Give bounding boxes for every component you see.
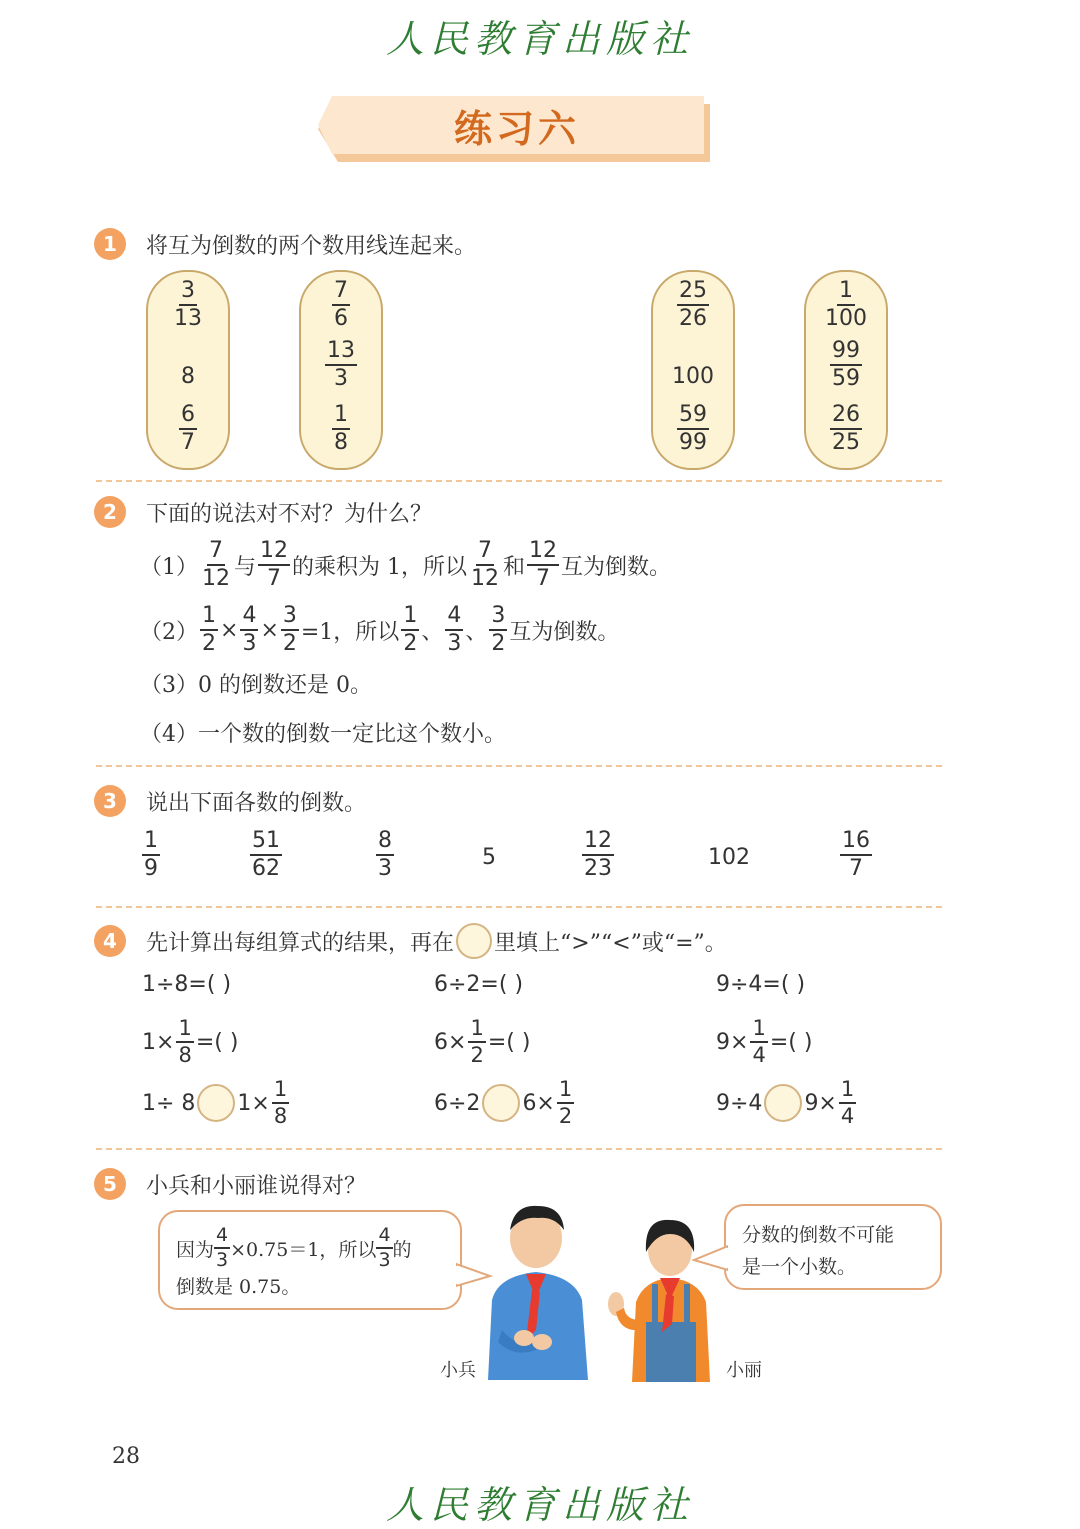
girl-illustration xyxy=(606,1212,726,1382)
denominator: 2 xyxy=(470,1043,484,1067)
statement-1 xyxy=(140,538,671,592)
boy-name: 小兵 xyxy=(440,1360,476,1381)
fraction xyxy=(325,340,357,390)
denominator: 59 xyxy=(832,366,860,391)
bubble-line-1 xyxy=(176,1226,412,1270)
group-item[interactable] xyxy=(148,404,228,454)
reciprocal-item xyxy=(708,845,750,870)
comparison-row xyxy=(142,1076,291,1130)
fraction: $\frac{3}{2}$ xyxy=(491,603,506,656)
statement-label: （1） xyxy=(140,554,198,580)
number-value: 102 xyxy=(708,845,750,870)
denominator: 2 xyxy=(558,1104,573,1128)
numerator: 8 xyxy=(376,830,394,856)
text: 先计算出每组算式的结果，再在 xyxy=(146,930,455,956)
denominator: 4 xyxy=(752,1043,766,1067)
numerator: 25 xyxy=(677,280,709,306)
group-item[interactable] xyxy=(653,364,733,389)
fraction: $\frac{1}{2}$ xyxy=(403,603,418,656)
denominator: 3 xyxy=(334,366,348,391)
title-banner xyxy=(318,96,716,162)
fraction xyxy=(272,1079,289,1127)
numerator: 51 xyxy=(250,830,282,856)
text: 的 xyxy=(392,1238,412,1261)
question-number-4: 4 xyxy=(94,925,126,957)
divider xyxy=(96,480,942,482)
comparison-row xyxy=(716,1076,858,1130)
expression-division: 6÷2=( ) xyxy=(434,972,524,997)
denominator: 4 xyxy=(840,1104,855,1128)
fraction: $\frac{7}{12}$ xyxy=(202,538,230,591)
fraction: $\frac{4}{3}$ xyxy=(242,603,257,656)
fraction xyxy=(172,280,204,330)
text: 里填上“>”“<”或“=”。 xyxy=(494,930,727,956)
denominator: 62 xyxy=(252,856,280,881)
text: 9× xyxy=(716,1029,749,1055)
expression-multiplication xyxy=(716,1016,812,1068)
group-item[interactable] xyxy=(806,340,886,390)
fraction: $\frac{12}{7}$ xyxy=(529,538,558,591)
fraction xyxy=(839,1079,856,1127)
number-group-3 xyxy=(651,270,735,470)
text: 6× xyxy=(522,1090,555,1116)
fraction: $\frac{4}{3}$ xyxy=(447,603,462,656)
compare-circle-input[interactable] xyxy=(197,1084,235,1122)
answer-blank[interactable]: =( ) xyxy=(769,1029,813,1055)
fraction xyxy=(830,404,862,454)
number-value: 8 xyxy=(181,364,195,389)
answer-blank[interactable]: =( ) xyxy=(195,1029,239,1055)
denominator: 3 xyxy=(378,856,392,881)
question-number-5: 5 xyxy=(94,1168,126,1200)
compare-circle-input[interactable] xyxy=(764,1084,802,1122)
expression-division: 9÷4=( ) xyxy=(716,972,806,997)
speech-bubble-left xyxy=(158,1210,462,1310)
reciprocal-item xyxy=(250,830,282,880)
number-value: 5 xyxy=(482,845,496,870)
text: 互为倒数。 xyxy=(561,554,672,580)
numerator: 26 xyxy=(830,404,862,430)
text: 9÷4 xyxy=(716,1090,763,1116)
page-number: 28 xyxy=(112,1444,140,1469)
numerator: 1 xyxy=(557,1079,574,1104)
separator: 、 xyxy=(421,619,444,645)
question-number-3: 3 xyxy=(94,785,126,817)
text: 因为 xyxy=(176,1238,215,1261)
numerator: 16 xyxy=(840,830,872,856)
fraction xyxy=(750,1018,767,1066)
numerator: 1 xyxy=(468,1018,485,1043)
expression-multiplication xyxy=(142,1016,238,1068)
number-group-2 xyxy=(299,270,383,470)
fraction xyxy=(176,1018,193,1066)
numerator: 1 xyxy=(839,1079,856,1104)
denominator: 25 xyxy=(832,430,860,455)
text: =1，所以 xyxy=(300,619,400,645)
denominator: 26 xyxy=(679,306,707,331)
bubble-line-2: 倒数是 0.75。 xyxy=(176,1276,301,1298)
denominator: 8 xyxy=(178,1043,192,1067)
separator: 、 xyxy=(465,619,488,645)
fraction xyxy=(179,404,197,454)
numerator: 1 xyxy=(332,404,350,430)
answer-blank[interactable]: =( ) xyxy=(487,1029,531,1055)
divider xyxy=(96,906,942,908)
question-number-1: 1 xyxy=(94,228,126,260)
fraction: $\frac{4}{3}$ xyxy=(378,1224,391,1271)
times-sign: × xyxy=(260,617,279,643)
numerator: 99 xyxy=(830,340,862,366)
text: 1÷ 8 xyxy=(142,1090,196,1116)
fraction xyxy=(677,404,709,454)
numerator: 1 xyxy=(176,1018,193,1043)
group-item[interactable] xyxy=(806,404,886,454)
text: 6× xyxy=(434,1029,467,1055)
fraction: $\frac{7}{12}$ xyxy=(471,538,500,591)
denominator: 99 xyxy=(679,430,707,455)
fraction xyxy=(582,830,614,880)
numerator: 1 xyxy=(837,280,855,306)
fraction xyxy=(332,280,350,330)
question-1-text: 将互为倒数的两个数用线连起来。 xyxy=(146,234,477,259)
group-item[interactable] xyxy=(653,404,733,454)
question-number-2: 2 xyxy=(94,496,126,528)
text: 6÷2 xyxy=(434,1090,481,1116)
fraction xyxy=(468,1018,485,1066)
fraction xyxy=(840,830,872,880)
reciprocal-item xyxy=(142,830,160,880)
text: 9× xyxy=(804,1090,837,1116)
fraction xyxy=(250,830,282,880)
page-title: 练习六 xyxy=(453,106,580,151)
fraction xyxy=(142,830,160,880)
reciprocal-item xyxy=(582,830,614,880)
reciprocal-item xyxy=(482,845,496,870)
text: 互为倒数。 xyxy=(509,619,620,645)
question-3-text: 说出下面各数的倒数。 xyxy=(146,791,367,816)
publisher-header: 人民教育出版社 xyxy=(385,17,694,61)
fraction xyxy=(332,404,350,454)
speech-bubble-right xyxy=(724,1204,942,1290)
compare-circle-icon xyxy=(456,923,492,959)
text: ×0.75＝1，所以 xyxy=(230,1238,377,1261)
statement-2 xyxy=(140,603,619,657)
numerator: 3 xyxy=(179,280,197,306)
statement-label: （2） xyxy=(140,619,198,645)
question-4-text xyxy=(146,924,727,958)
reciprocal-item xyxy=(840,830,872,880)
text: 1× xyxy=(142,1029,175,1055)
fraction xyxy=(830,340,862,390)
fraction xyxy=(823,280,869,330)
girl-name: 小丽 xyxy=(726,1360,762,1381)
publisher-footer: 人民教育出版社 xyxy=(385,1483,694,1527)
denominator: 13 xyxy=(174,306,202,331)
fraction: $\frac{1}{2}$ xyxy=(202,603,216,656)
denominator: 8 xyxy=(334,430,348,455)
compare-circle-input[interactable] xyxy=(482,1084,520,1122)
expression-division: 1÷8=( ) xyxy=(142,972,232,997)
fraction: $\frac{12}{7}$ xyxy=(260,538,289,591)
divider xyxy=(96,765,942,767)
group-item[interactable] xyxy=(148,364,228,389)
bubble-line-1: 分数的倒数不可能 xyxy=(742,1224,895,1246)
comparison-row xyxy=(434,1076,576,1130)
number-group-1 xyxy=(146,270,230,470)
numerator: 59 xyxy=(677,404,709,430)
times-sign: × xyxy=(220,617,239,643)
bubble-line-2: 是一个小数。 xyxy=(742,1256,857,1278)
group-item[interactable] xyxy=(301,340,381,390)
group-item[interactable] xyxy=(653,280,733,330)
text: 1× xyxy=(237,1090,270,1116)
group-item[interactable] xyxy=(148,280,228,330)
numerator: 13 xyxy=(325,340,357,366)
denominator: 7 xyxy=(849,856,863,881)
denominator: 9 xyxy=(144,856,158,881)
fraction xyxy=(557,1079,574,1127)
divider xyxy=(96,1148,942,1150)
boy-illustration xyxy=(478,1200,598,1380)
fraction: $\frac{4}{3}$ xyxy=(216,1224,229,1271)
group-item[interactable] xyxy=(301,404,381,454)
number-group-4 xyxy=(804,270,888,470)
text: 与 xyxy=(234,554,257,580)
statement-3: （3）0 的倒数还是 0。 xyxy=(140,672,372,698)
numerator: 12 xyxy=(582,830,614,856)
numerator: 1 xyxy=(750,1018,767,1043)
numerator: 1 xyxy=(142,830,160,856)
fraction xyxy=(376,830,394,880)
denominator: 100 xyxy=(825,306,867,331)
reciprocal-item xyxy=(376,830,394,880)
expression-multiplication xyxy=(434,1016,530,1068)
fraction: $\frac{3}{2}$ xyxy=(282,603,297,656)
number-value: 100 xyxy=(672,364,714,389)
denominator: 23 xyxy=(584,856,612,881)
text: 的乘积为 1，所以 xyxy=(292,554,468,580)
numerator: 1 xyxy=(272,1079,289,1104)
group-item[interactable] xyxy=(301,280,381,330)
statement-4: （4）一个数的倒数一定比这个数小。 xyxy=(140,721,506,747)
denominator: 7 xyxy=(181,430,195,455)
denominator: 6 xyxy=(334,306,348,331)
group-item[interactable] xyxy=(806,280,886,330)
text: 和 xyxy=(503,554,526,580)
numerator: 6 xyxy=(179,404,197,430)
denominator: 8 xyxy=(273,1104,288,1128)
fraction xyxy=(677,280,709,330)
numerator: 7 xyxy=(332,280,350,306)
question-5-text: 小兵和小丽谁说得对？ xyxy=(146,1174,367,1199)
question-2-text: 下面的说法对不对？为什么？ xyxy=(146,502,433,527)
